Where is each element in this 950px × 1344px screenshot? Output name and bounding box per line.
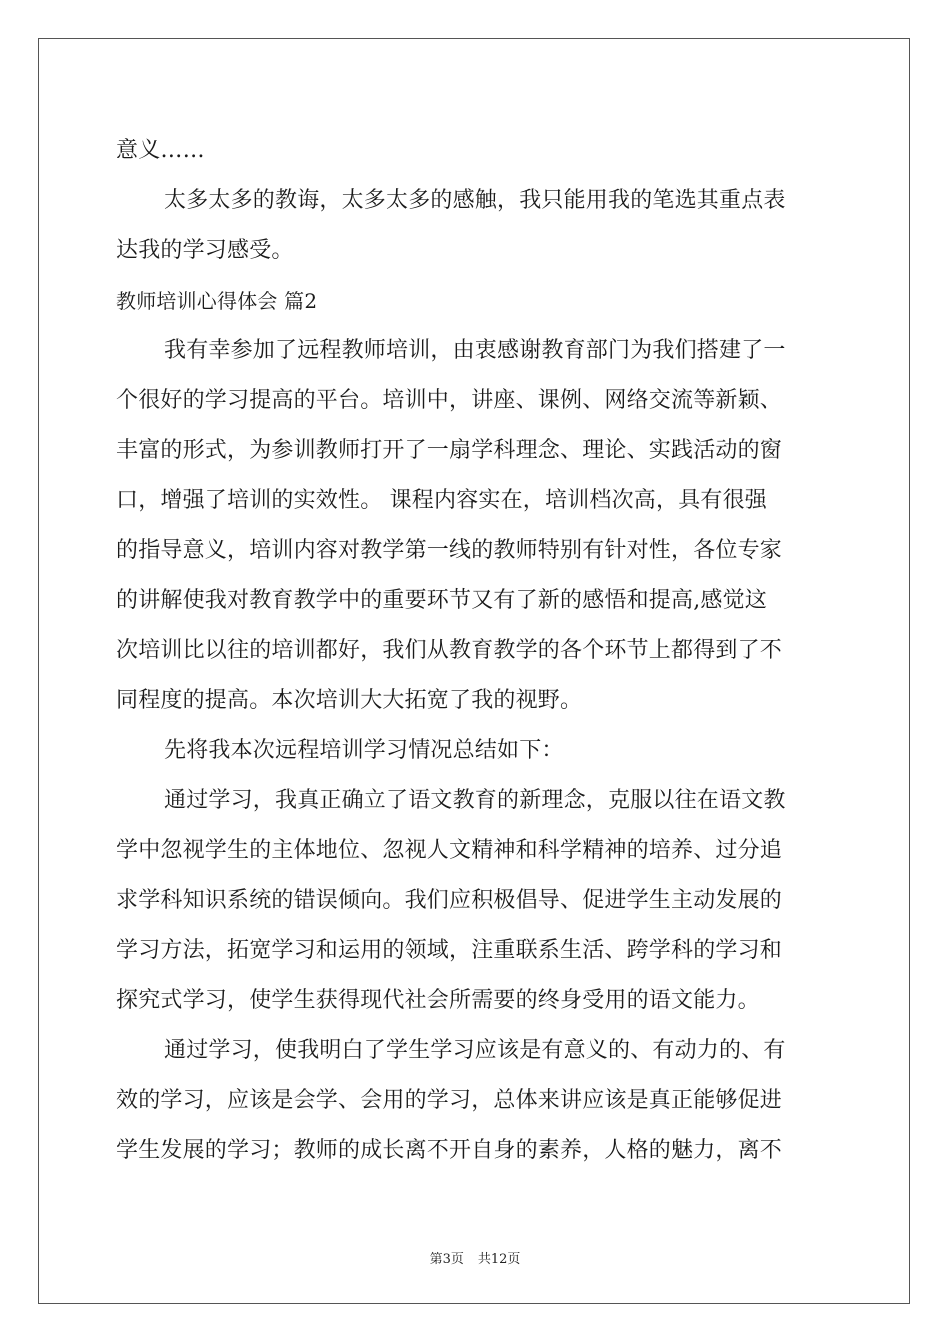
paragraph-line: 我有幸参加了远程教师培训，由衷感谢教育部门为我们搭建了一 [164, 338, 786, 363]
section-heading: 教师培训心得体会 篇2 [116, 289, 318, 313]
paragraph-line: 个很好的学习提高的平台。培训中，讲座、课例、网络交流等新颖、 [116, 388, 783, 413]
page-footer [0, 1248, 950, 1267]
paragraph-line: 的讲解使我对教育教学中的重要环节又有了新的感悟和提高,感觉这 [116, 588, 767, 613]
document-body [116, 126, 836, 1176]
paragraph-line: 意义…… [116, 138, 205, 163]
paragraph-line: 同程度的提高。本次培训大大拓宽了我的视野。 [116, 688, 583, 713]
paragraph-line: 达我的学习感受。 [116, 238, 294, 263]
paragraph-line: 次培训比以往的培训都好，我们从教育教学的各个环节上都得到了不 [116, 638, 783, 663]
page-number-current: 第3页 [429, 1252, 464, 1267]
paragraph-line: 的指导意义，培训内容对教学第一线的教师特别有针对性，各位专家 [116, 538, 783, 563]
paragraph-line: 口，增强了培训的实效性。 课程内容实在，培训档次高，具有很强 [116, 488, 767, 513]
paragraph-line: 求学科知识系统的错误倾向。我们应积极倡导、促进学生主动发展的 [116, 888, 783, 913]
paragraph-line: 效的学习，应该是会学、会用的学习，总体来讲应该是真正能够促进 [116, 1088, 783, 1113]
paragraph-line: 探究式学习，使学生获得现代社会所需要的终身受用的语文能力。 [116, 988, 760, 1013]
paragraph-line: 丰富的形式，为参训教师打开了一扇学科理念、理论、实践活动的窗 [116, 438, 783, 463]
paragraph-line: 通过学习，使我明白了学生学习应该是有意义的、有动力的、有 [164, 1038, 786, 1063]
paragraph-line: 太多太多的教诲，太多太多的感触，我只能用我的笔选其重点表 [164, 188, 786, 213]
paragraph-line: 学生发展的学习；教师的成长离不开自身的素养，人格的魅力，离不 [116, 1138, 783, 1163]
paragraph-line: 先将我本次远程培训学习情况总结如下： [164, 738, 564, 763]
paragraph-line: 学习方法，拓宽学习和运用的领域，注重联系生活、跨学科的学习和 [116, 938, 783, 963]
paragraph-line: 通过学习，我真正确立了语文教育的新理念，克服以往在语文教 [164, 788, 786, 813]
paragraph-line: 学中忽视学生的主体地位、忽视人文精神和科学精神的培养、过分追 [116, 838, 783, 863]
page-number-total: 共12页 [477, 1252, 521, 1267]
